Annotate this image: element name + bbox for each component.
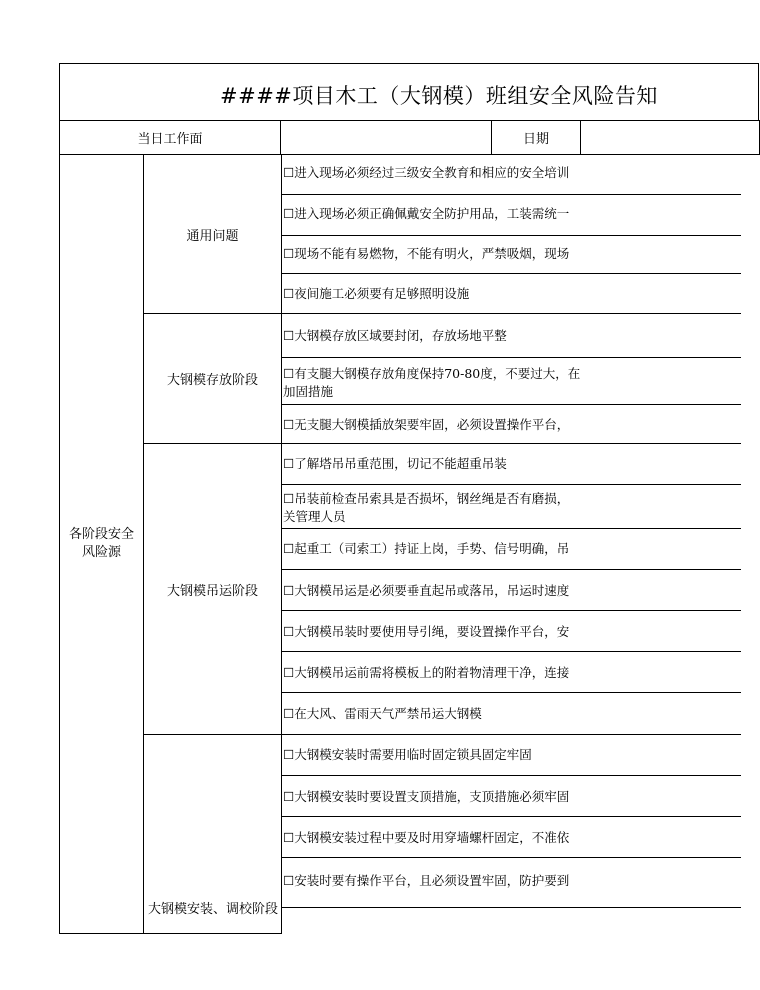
row-divider	[281, 907, 741, 908]
work-surface-label-cell	[59, 120, 281, 155]
checklist-item[interactable]: ☐了解塔吊吊重范围，切记不能超重吊装	[281, 443, 741, 485]
checklist-item[interactable]: ☐在大风、雷雨天气严禁吊运大钢模	[281, 692, 741, 735]
checklist-item[interactable]: ☐吊装前检查吊索具是否损坏，钢丝绳是否有磨损， 关管理人员	[281, 484, 741, 529]
risk-category-cell	[59, 154, 144, 934]
checklist-item[interactable]: ☐起重工（司索工）持证上岗，手势、信号明确，吊	[281, 528, 741, 570]
page-title: ####项目木工（大钢模）班组安全风险告知	[220, 84, 658, 108]
risk-notice-sheet	[59, 63, 700, 917]
work-surface-label: 当日工作面	[137, 132, 203, 147]
checklist-item[interactable]: ☐无支腿大钢模插放架要牢固，必须设置操作平台，	[281, 404, 741, 444]
date-label: 日期	[522, 132, 549, 147]
checklist-item[interactable]: ☐大钢模安装时要设置支顶措施，支顶措施必须牢固	[281, 775, 741, 817]
group-name-storage: 大钢模存放阶段	[143, 313, 282, 444]
checklist-item[interactable]: ☐大钢模存放区域要封闭，存放场地平整	[281, 313, 741, 358]
checklist-item[interactable]: ☐大钢模安装过程中要及时用穿墙螺杆固定，不准依	[281, 816, 741, 858]
checklist-item[interactable]: ☐有支腿大钢模存放角度保持70-80度，不要过大，在 加固措施	[281, 357, 741, 405]
date-label-cell	[491, 120, 581, 155]
checklist-item[interactable]: ☐大钢模吊运是必须要垂直起吊或落吊，吊运时速度	[281, 569, 741, 611]
checklist-item[interactable]: ☐安装时要有操作平台，且必须设置牢固，防护要到	[281, 857, 741, 908]
checklist-item[interactable]: ☐大钢模吊运前需将模板上的附着物清理干净，连接	[281, 651, 741, 693]
checklist-item[interactable]: ☐进入现场必须经过三级安全教育和相应的安全培训	[281, 154, 741, 195]
group-name-installation: 大钢模安装、调校阶段	[143, 734, 282, 934]
checklist-item[interactable]: ☐大钢模吊装时要使用导引绳，要设置操作平台，安	[281, 610, 741, 652]
risk-category-label: 各阶段安全风险源	[68, 527, 134, 560]
work-surface-value-cell[interactable]	[280, 120, 492, 155]
group-name-general: 通用问题	[143, 154, 282, 314]
date-value-cell[interactable]	[580, 120, 760, 155]
title-row	[59, 63, 759, 121]
group-name-lifting: 大钢模吊运阶段	[143, 443, 282, 735]
checklist-item[interactable]: ☐现场不能有易燃物，不能有明火，严禁吸烟，现场	[281, 235, 741, 274]
checklist-item[interactable]: ☐进入现场必须正确佩戴安全防护用品，工装需统一	[281, 194, 741, 236]
checklist-item[interactable]: ☐大钢模安装时需要用临时固定锁具固定牢固	[281, 734, 741, 776]
checklist-item[interactable]: ☐夜间施工必须要有足够照明设施	[281, 273, 741, 314]
